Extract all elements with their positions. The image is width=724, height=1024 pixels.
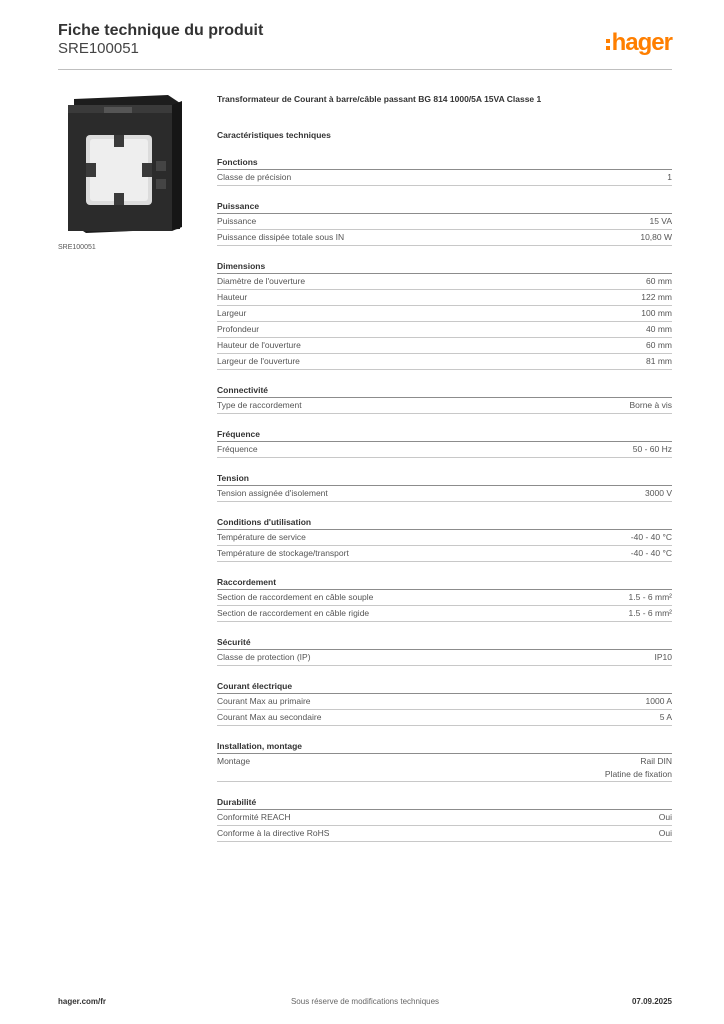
section-title: Tension [217,471,672,486]
spec-label: Température de service [217,532,306,542]
spec-section [217,259,672,370]
spec-section [217,155,672,186]
spec-value: 15 VA [649,216,672,226]
spec-label: Montage [217,756,251,766]
section-title: Sécurité [217,635,672,650]
spec-row [217,398,672,414]
spec-row [217,754,672,782]
spec-section [217,427,672,458]
spec-value: 1.5 - 6 mm² [628,592,672,602]
spec-value: Rail DIN Platine de fixation [604,756,672,779]
spec-value: -40 - 40 °C [630,548,672,558]
spec-label: Température de stockage/transport [217,548,349,558]
page-header [58,20,672,70]
spec-section [217,739,672,782]
spec-value: 1.5 - 6 mm² [628,608,672,618]
spec-value: 3000 V [645,488,672,498]
spec-label: Classe de protection (IP) [217,652,311,662]
spec-label: Puissance [217,216,257,226]
spec-value: 60 mm [646,276,672,286]
footer-date: 07.09.2025 [631,997,672,1006]
spec-label: Hauteur de l'ouverture [217,340,301,350]
spec-row [217,354,672,370]
spec-label: Conforme à la directive RoHS [217,828,330,838]
spec-label: Classe de précision [217,172,292,182]
spec-value: 10,80 W [640,232,672,242]
spec-value: 40 mm [646,324,672,334]
spec-row [217,606,672,622]
spec-value: Borne à vis [629,400,672,410]
spec-section [217,199,672,246]
spec-row [217,546,672,562]
spec-row [217,530,672,546]
spec-section [217,679,672,726]
spec-value: 1 [667,172,672,182]
spec-section [217,383,672,414]
spec-row [217,826,672,842]
header-divider [58,69,672,70]
spec-row [217,230,672,246]
spec-value: Oui [658,828,672,838]
page-title: Fiche technique du produit [58,22,264,39]
spec-label: Section de raccordement en câble rigide [217,608,370,618]
section-title: Conditions d'utilisation [217,515,672,530]
spec-row [217,486,672,502]
spec-value: 1000 A [645,696,672,706]
spec-section [217,575,672,622]
spec-row [217,322,672,338]
spec-row [217,590,672,606]
section-title: Fonctions [217,155,672,170]
spec-label: Profondeur [217,324,260,334]
spec-row [217,214,672,230]
spec-label: Largeur de l'ouverture [217,356,300,366]
spec-section [217,795,672,842]
spec-label: Tension assignée d'isolement [217,488,328,498]
section-title: Durabilité [217,795,672,810]
spec-label: Hauteur [217,292,248,302]
section-title: Installation, montage [217,739,672,754]
spec-value: 81 mm [646,356,672,366]
section-title: Connectivité [217,383,672,398]
product-image [58,91,202,237]
spec-row [217,338,672,354]
spec-label: Diamètre de l'ouverture [217,276,306,286]
logo-text: hager [611,29,672,56]
section-title: Dimensions [217,259,672,274]
spec-row [217,274,672,290]
product-reference: SRE100051 [58,40,139,57]
spec-value: Oui [658,812,672,822]
spec-row [217,650,672,666]
footer-disclaimer: Sous réserve de modifications techniques [290,997,440,1006]
spec-row [217,442,672,458]
image-caption: SRE100051 [58,244,96,251]
product-title: Transformateur de Courant à barre/câble passant BG 814 1000/5A 15VA Classe 1 [217,94,542,104]
spec-value: IP10 [654,652,672,662]
spec-row [217,710,672,726]
spec-label: Section de raccordement en câble souple [217,592,374,602]
footer-website-link[interactable]: hager.com/fr [58,997,107,1006]
spec-label: Type de raccordement [217,400,302,410]
spec-row [217,170,672,186]
spec-value: 50 - 60 Hz [632,444,672,454]
spec-label: Courant Max au secondaire [217,712,322,722]
spec-label: Fréquence [217,444,258,454]
spec-section [217,635,672,666]
page-footer [58,997,672,1011]
spec-row [217,306,672,322]
spec-row [217,290,672,306]
spec-value: -40 - 40 °C [630,532,672,542]
spec-value: 60 mm [646,340,672,350]
specifications-panel [217,92,672,842]
section-title: Courant électrique [217,679,672,694]
spec-label: Largeur [217,308,247,318]
hager-logo [606,30,672,56]
spec-row [217,694,672,710]
section-title: Raccordement [217,575,672,590]
specifications-heading: Caractéristiques techniques [217,130,331,140]
spec-label: Conformité REACH [217,812,291,822]
section-title: Puissance [217,199,672,214]
specification-sections [217,155,672,842]
spec-row [217,810,672,826]
spec-section [217,515,672,562]
logo-dots-icon [606,39,610,50]
spec-value: 122 mm [641,292,672,302]
section-title: Fréquence [217,427,672,442]
spec-value: 5 A [659,712,672,722]
spec-label: Puissance dissipée totale sous IN [217,232,345,242]
spec-value: 100 mm [641,308,672,318]
spec-label: Courant Max au primaire [217,696,311,706]
spec-section [217,471,672,502]
